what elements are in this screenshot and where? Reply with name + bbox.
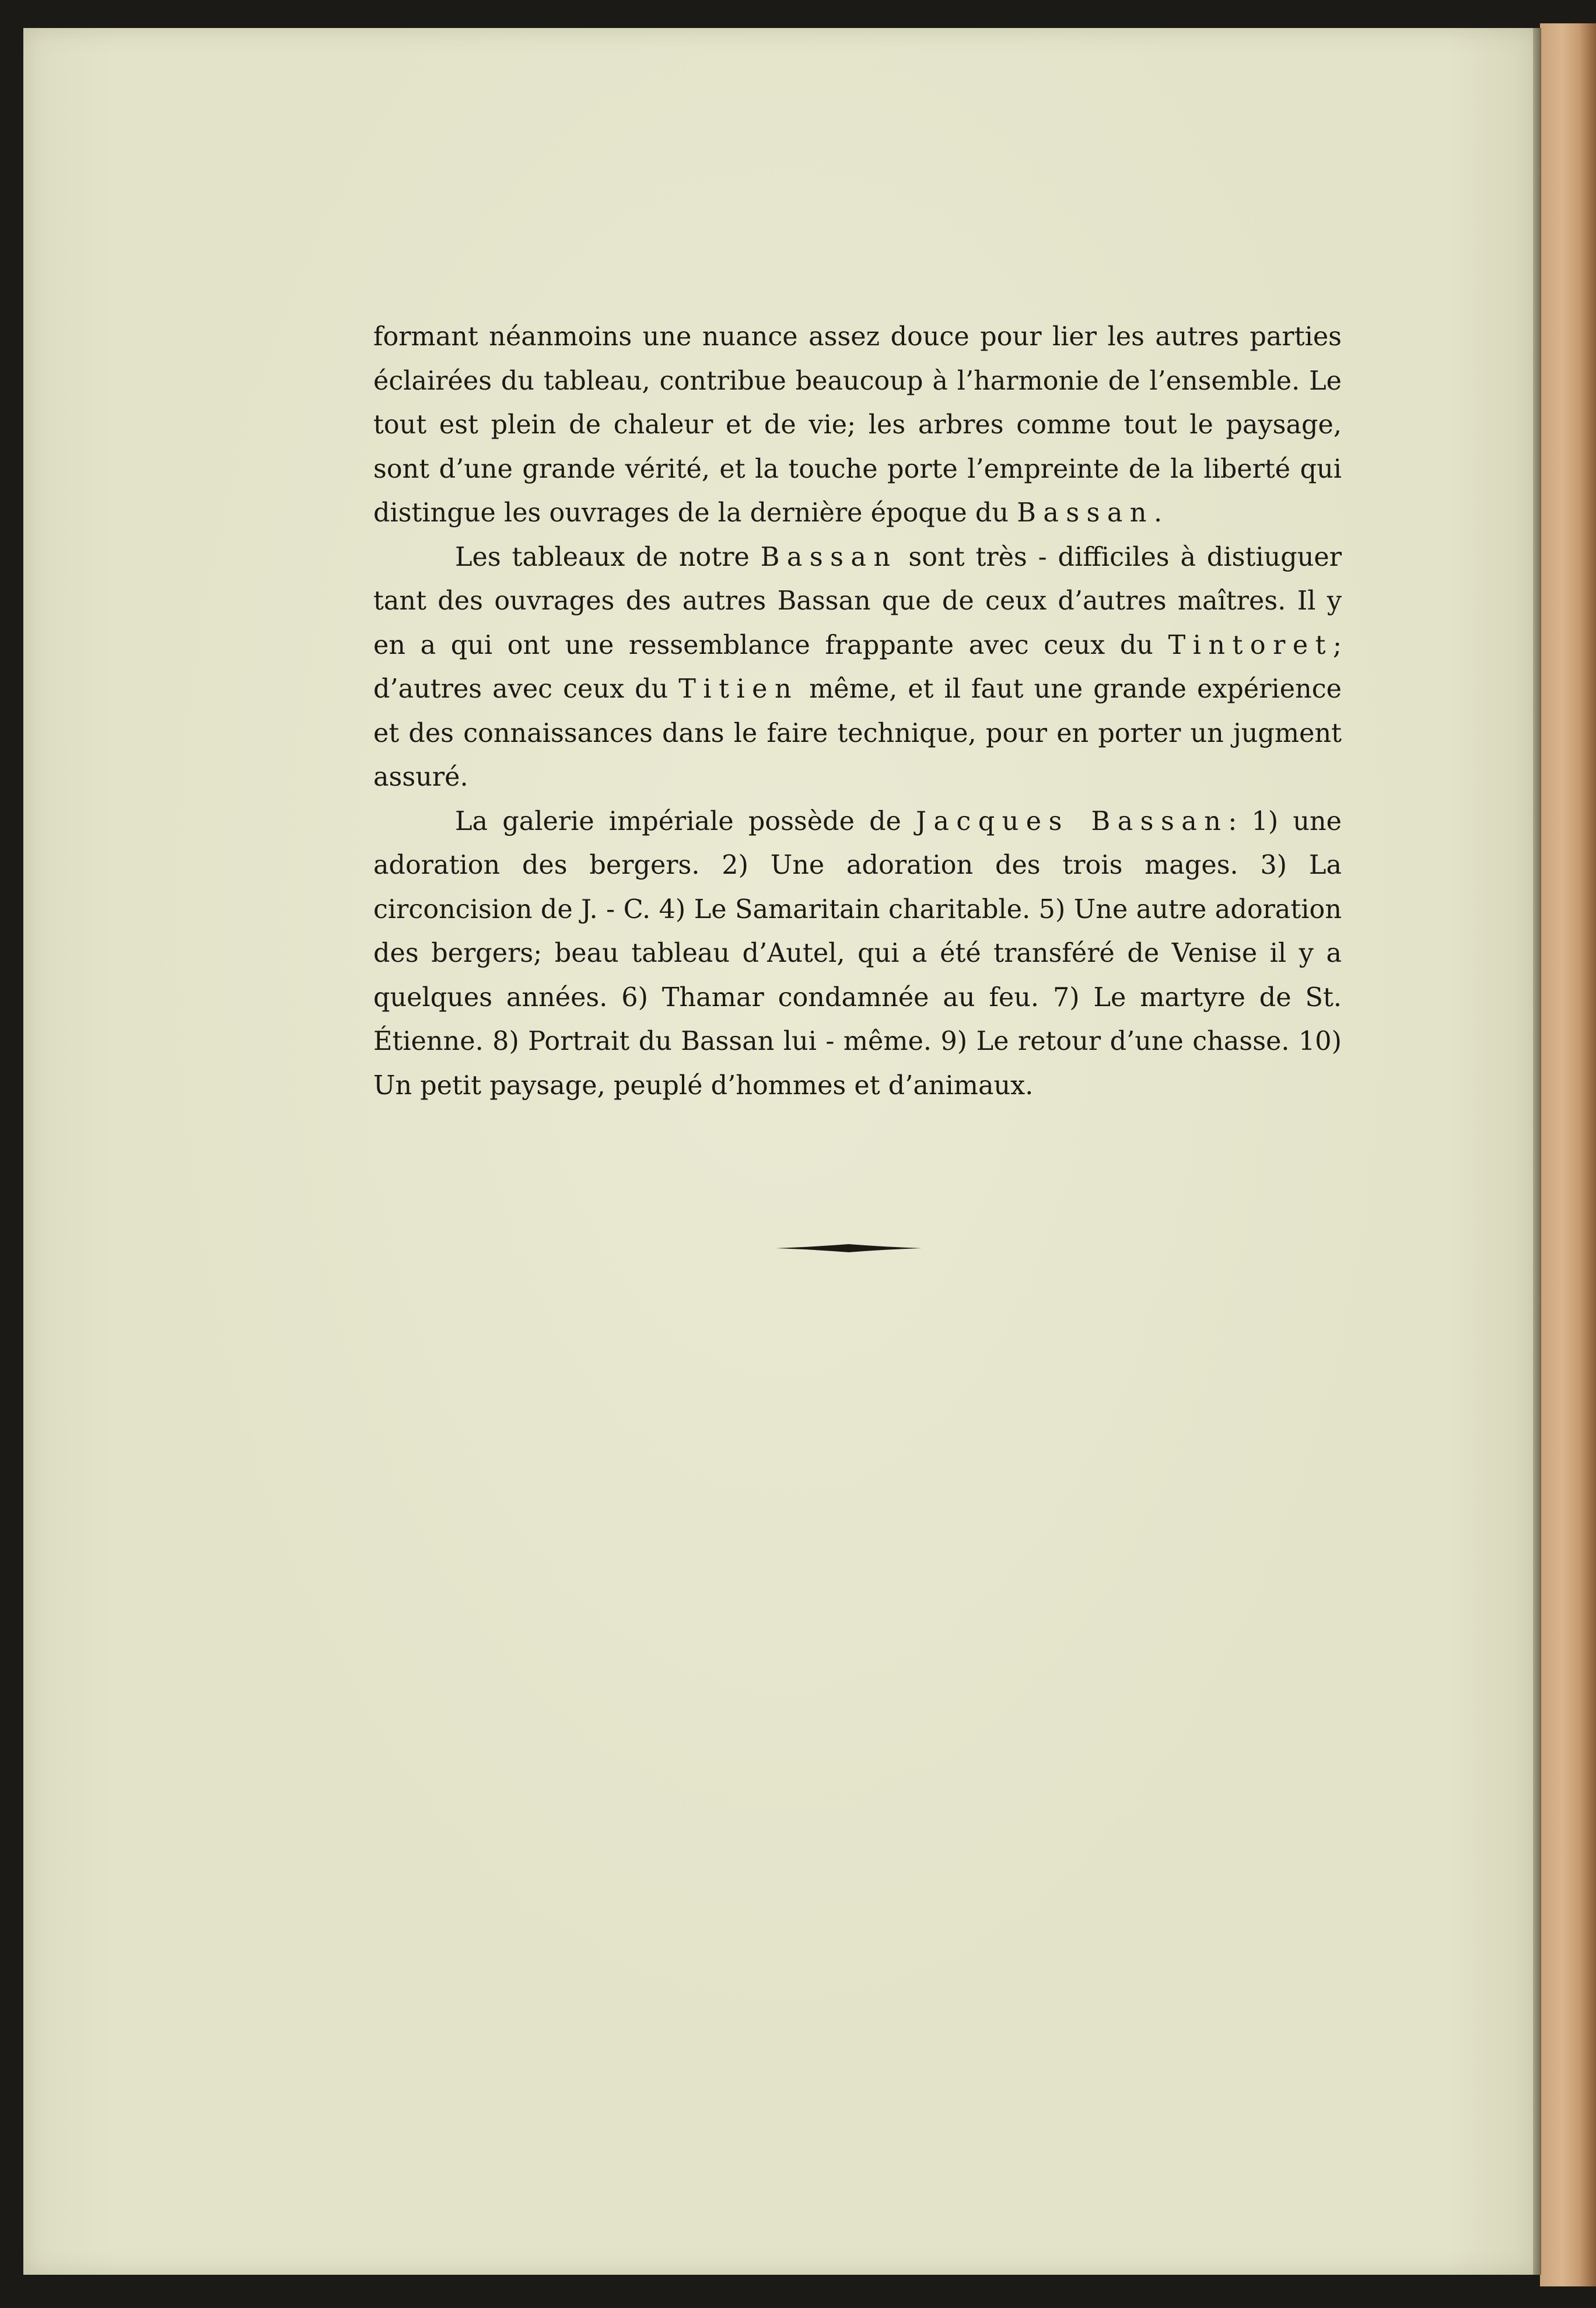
text-run: La galerie impériale possède de — [455, 806, 916, 836]
paragraph — [373, 535, 1342, 800]
text-run: : 1) une adoration des bergers. 2) Une adoration des trois mages. 3) La circoncision de J. - C. 4) Le Samaritain charitable. 5) Une autre adoration des bergers; beau tableau d’Autel, qui a été transféré de Venise il y a quelques années. 6) Thamar condamnée au feu. 7) Le martyre de St. Étienne. 8) Portrait du Bassan lui - même. 9) Le retour d’une chasse. 10) Un petit paysage, peuplé d’hommes et d’animaux. — [373, 806, 1342, 1101]
proper-name-spaced: Tintoret — [1168, 630, 1333, 660]
text-run: Les tableaux de notre — [455, 542, 761, 572]
tapered-rule-ornament-icon — [776, 1237, 922, 1260]
text-run: ; d’autres avec ceux du — [373, 630, 1342, 704]
proper-name-spaced: Bassan — [1017, 498, 1154, 528]
paragraph — [373, 315, 1342, 535]
text-run: formant néanmoins une nuance assez douce pour lier les autres parties éclairées du tableau, contribue beaucoup à l’harmonie de l’ensemble. Le tout est plein de chaleur et de vie; les arbres comme tout le paysage, sont d’une grande vérité, et la touche porte l’empreinte de la liberté qui distingue les ouvrages de la dernière époque du — [373, 322, 1342, 528]
proper-name-spaced: Bassan — [760, 542, 898, 572]
paragraph — [373, 800, 1342, 1108]
text-run: sont très - difficiles à distiuguer tant des ouvrages des autres Bassan que de ceux d’autres maîtres. Il y en a qui ont une ressemblance frappante avec ceux du — [373, 542, 1342, 660]
body-text — [373, 315, 1342, 1108]
proper-name-spaced: Jacques Bassan — [916, 806, 1228, 836]
binding-edge — [1540, 23, 1596, 2286]
text-run: . — [1154, 498, 1163, 528]
text-run: même, et il faut une grande expérience et des connaissances dans le faire technique, pour en porter un jugment assuré. — [373, 674, 1342, 792]
proper-name-spaced: Titien — [678, 674, 799, 704]
page-gutter-shadow — [1533, 28, 1541, 2275]
